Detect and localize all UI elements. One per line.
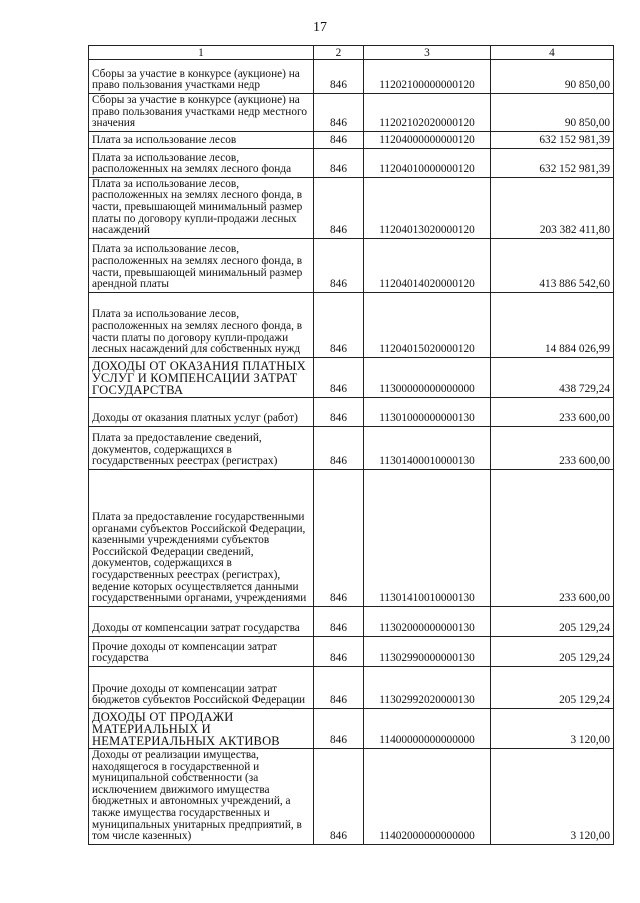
admin-code-cell: 846 [314, 60, 364, 94]
table-row [89, 748, 614, 844]
revenue-name-cell: Сборы за участие в конкурсе (аукционе) на право пользования участками недр местного значения [89, 94, 314, 132]
budget-code-cell: 11204013020000120 [364, 177, 491, 238]
admin-code-cell: 846 [314, 131, 364, 148]
amount-cell: 233 600,00 [491, 397, 614, 426]
amount-cell: 3 120,00 [491, 708, 614, 748]
admin-code-cell: 846 [314, 748, 364, 844]
budget-code-cell: 11204010000000120 [364, 148, 491, 177]
revenue-name-cell: Доходы от реализации имущества, находящегося в государственной и муниципальной собственности (за исключением движимого имущества бюджетных и автономных учреждений, а также имущества государственных и муниципальных унитарных предприятий, в том числе казенных) [89, 748, 314, 844]
amount-cell: 233 600,00 [491, 469, 614, 606]
revenue-name-cell: Плата за использование лесов, расположенных на землях лесного фонда [89, 148, 314, 177]
table-row [89, 148, 614, 177]
amount-cell: 3 120,00 [491, 748, 614, 844]
table-row [89, 292, 614, 357]
admin-code-cell: 846 [314, 177, 364, 238]
amount-cell: 205 129,24 [491, 606, 614, 636]
revenue-name-cell: Плата за предоставление государственными органами субъектов Российской Федерации, казенными учреждениями субъектов Российской Федерации сведений, документов, содержащихся в государственных реестрах (регистрах), ведение которых осуществляется данными государственными органами, учреждениями [89, 469, 314, 606]
admin-code-cell: 846 [314, 292, 364, 357]
revenue-name-cell: Сборы за участие в конкурсе (аукционе) на право пользования участками недр [89, 60, 314, 94]
budget-code-cell: 11300000000000000 [364, 357, 491, 397]
table-body [89, 60, 614, 845]
table-row [89, 238, 614, 292]
budget-code-cell: 11302990000000130 [364, 636, 491, 666]
revenue-name-cell: Плата за использование лесов, расположенных на землях лесного фонда, в части, превышающей минимальный размер платы по договору купли-продажи лесных насаждений [89, 177, 314, 238]
revenue-name-cell: Плата за использование лесов [89, 131, 314, 148]
table-row [89, 60, 614, 94]
header-col-1: 1 [89, 46, 314, 60]
table-row [89, 666, 614, 708]
admin-code-cell: 846 [314, 426, 364, 469]
page-number: 17 [313, 20, 327, 35]
table-row [89, 606, 614, 636]
amount-cell: 205 129,24 [491, 636, 614, 666]
revenue-name-cell: Доходы от оказания платных услуг (работ) [89, 397, 314, 426]
admin-code-cell: 846 [314, 469, 364, 606]
amount-cell: 438 729,24 [491, 357, 614, 397]
table-row [89, 397, 614, 426]
revenue-name-cell: Плата за предоставление сведений, документов, содержащихся в государственных реестрах (регистрах) [89, 426, 314, 469]
admin-code-cell: 846 [314, 148, 364, 177]
amount-cell: 233 600,00 [491, 426, 614, 469]
budget-code-cell: 11302000000000130 [364, 606, 491, 636]
table-row [89, 357, 614, 397]
budget-code-cell: 11204014020000120 [364, 238, 491, 292]
table-row [89, 131, 614, 148]
budget-code-cell: 11400000000000000 [364, 708, 491, 748]
revenue-name-cell: Плата за использование лесов, расположенных на землях лесного фонда, в части, превышающей минимальный размер арендной платы [89, 238, 314, 292]
budget-revenue-table [88, 45, 614, 845]
budget-code-cell: 11301000000000130 [364, 397, 491, 426]
admin-code-cell: 846 [314, 666, 364, 708]
revenue-name-cell: Плата за использование лесов, расположенных на землях лесного фонда, в части платы по договору купли-продажи лесных насаждений для собственных нужд [89, 292, 314, 357]
amount-cell: 632 152 981,39 [491, 131, 614, 148]
budget-code-cell: 11301400010000130 [364, 426, 491, 469]
table-row [89, 94, 614, 132]
admin-code-cell: 846 [314, 606, 364, 636]
table-header [89, 46, 614, 60]
budget-code-cell: 11202100000000120 [364, 60, 491, 94]
revenue-name-cell: Прочие доходы от компенсации затрат бюджетов субъектов Российской Федерации [89, 666, 314, 708]
table-row [89, 177, 614, 238]
budget-code-cell: 11204015020000120 [364, 292, 491, 357]
budget-code-cell: 11204000000000120 [364, 131, 491, 148]
revenue-name-cell: Прочие доходы от компенсации затрат государства [89, 636, 314, 666]
header-col-4: 4 [491, 46, 614, 60]
revenue-name-cell: Доходы от компенсации затрат государства [89, 606, 314, 636]
revenue-name-cell: ДОХОДЫ ОТ ОКАЗАНИЯ ПЛАТНЫХ УСЛУГ И КОМПЕНСАЦИИ ЗАТРАТ ГОСУДАРСТВА [89, 357, 314, 397]
amount-cell: 203 382 411,80 [491, 177, 614, 238]
admin-code-cell: 846 [314, 708, 364, 748]
header-col-2: 2 [314, 46, 364, 60]
amount-cell: 14 884 026,99 [491, 292, 614, 357]
table-row [89, 469, 614, 606]
amount-cell: 90 850,00 [491, 60, 614, 94]
table-row [89, 426, 614, 469]
amount-cell: 205 129,24 [491, 666, 614, 708]
budget-code-cell: 11402000000000000 [364, 748, 491, 844]
amount-cell: 632 152 981,39 [491, 148, 614, 177]
admin-code-cell: 846 [314, 397, 364, 426]
admin-code-cell: 846 [314, 94, 364, 132]
budget-code-cell: 11302992020000130 [364, 666, 491, 708]
admin-code-cell: 846 [314, 357, 364, 397]
budget-code-cell: 11202102020000120 [364, 94, 491, 132]
amount-cell: 413 886 542,60 [491, 238, 614, 292]
table-row [89, 708, 614, 748]
header-col-3: 3 [364, 46, 491, 60]
revenue-name-cell: ДОХОДЫ ОТ ПРОДАЖИ МАТЕРИАЛЬНЫХ И НЕМАТЕРИАЛЬНЫХ АКТИВОВ [89, 708, 314, 748]
admin-code-cell: 846 [314, 238, 364, 292]
budget-code-cell: 11301410010000130 [364, 469, 491, 606]
table-row [89, 636, 614, 666]
header-row [89, 46, 614, 60]
amount-cell: 90 850,00 [491, 94, 614, 132]
admin-code-cell: 846 [314, 636, 364, 666]
